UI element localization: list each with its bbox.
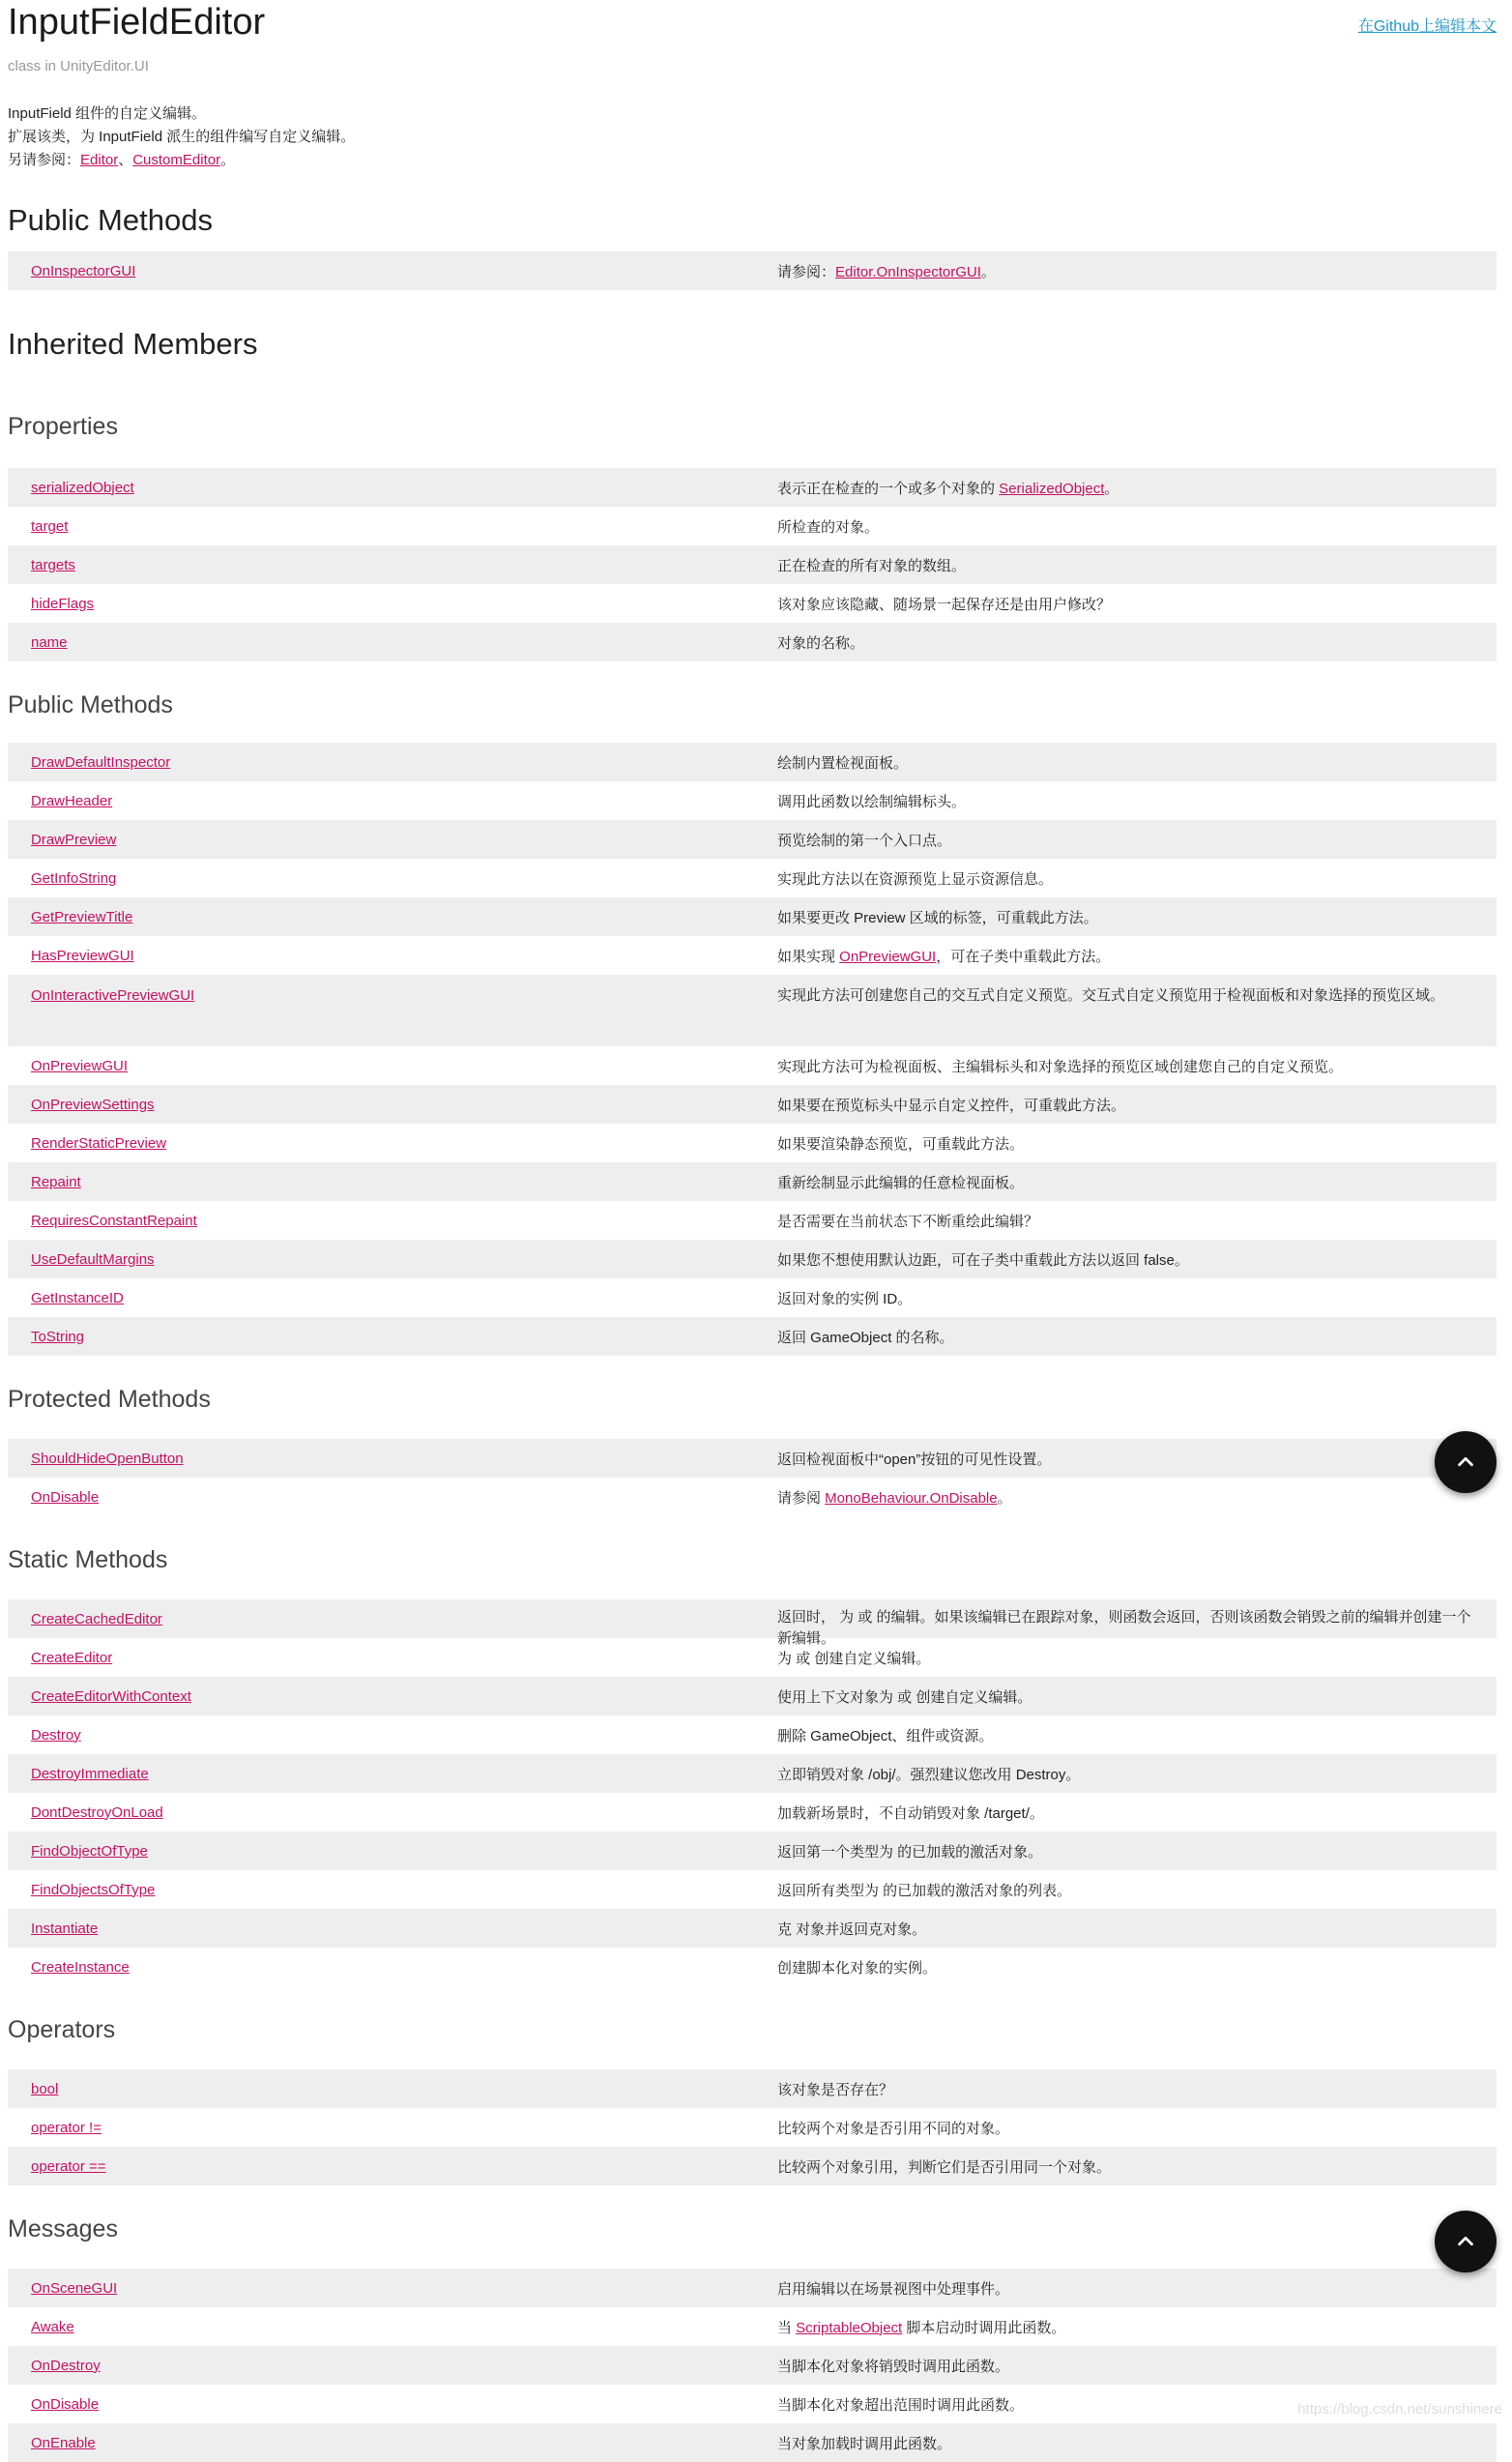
member-link[interactable]: UseDefaultMargins [31, 1250, 155, 1268]
member-link[interactable]: hideFlags [31, 595, 95, 612]
member-link[interactable]: HasPreviewGUI [31, 947, 134, 964]
member-link[interactable]: OnInteractivePreviewGUI [31, 987, 195, 1004]
member-desc: 当脚本化对象超出范围时调用此函数。 [777, 2396, 1025, 2414]
table-row [8, 2269, 1497, 2307]
see-also-link-editor[interactable]: Editor [80, 152, 119, 168]
table-row [8, 1715, 1497, 1754]
member-link[interactable]: CreateEditorWithContext [31, 1687, 191, 1705]
member-desc-prefix: 当 [777, 2319, 797, 2336]
member-link[interactable]: RequiresConstantRepaint [31, 1212, 197, 1229]
see-also-separator: 、 [118, 152, 133, 168]
see-also-end: 。 [220, 152, 236, 168]
table-row [8, 1909, 1497, 1948]
desc-link-editor-oninspectorgui[interactable]: Editor.OnInspectorGUI [835, 263, 981, 280]
inherited-public-methods-heading: Public Methods [8, 691, 173, 718]
member-desc: 返回 GameObject 的名称。 [754, 1317, 1497, 1356]
member-desc: 如果要更改 Preview 区域的标签，可重载此方法。 [754, 897, 1497, 936]
page-title: InputFieldEditor [8, 2, 266, 43]
member-desc: 创建脚本化对象的实例。 [777, 1959, 938, 1977]
table-row [8, 1599, 1497, 1638]
member-desc: 返回时， 为 或 的编辑。如果该编辑已在跟踪对象，则函数会返回，否则该函数会销毁之前的编辑并创建一个新编辑。 [777, 1609, 1471, 1647]
properties-heading: Properties [8, 413, 118, 440]
member-desc: 是否需要在当前状态下不断重绘此编辑？ [777, 1213, 1039, 1230]
table-row [8, 1638, 1497, 1677]
member-link[interactable]: serializedObject [31, 479, 134, 496]
table-row [8, 468, 1497, 507]
member-link[interactable]: DrawHeader [31, 792, 113, 809]
member-desc: 返回对象的实例 ID。 [777, 1290, 913, 1307]
class-description [8, 103, 1497, 172]
see-also [8, 149, 1497, 172]
member-desc: 实现此方法可创建您自己的交互式自定义预览。交互式自定义预览用于检视面板和对象选择的预览区域。 [754, 975, 1497, 1046]
member-desc-suffix: 。 [980, 263, 996, 280]
member-desc: 启用编辑以在场景视图中处理事件。 [754, 2269, 1497, 2307]
table-row [8, 1478, 1497, 1516]
desc-link-serializedobject[interactable]: SerializedObject [999, 480, 1105, 497]
table-row [8, 545, 1497, 584]
member-link[interactable]: GetPreviewTitle [31, 908, 133, 925]
member-desc: 为 或 创建自定义编辑。 [777, 1650, 931, 1667]
table-row [8, 1201, 1497, 1240]
table-row [8, 507, 1497, 545]
table-row [8, 584, 1497, 623]
member-link[interactable]: operator == [31, 2157, 106, 2175]
watermark: https://blog.csdn.net/sunshinere [1297, 2401, 1502, 2418]
member-desc-suffix: 。 [997, 1489, 1012, 1507]
inherited-public-methods-table [8, 743, 1497, 1356]
inherited-members-heading: Inherited Members [8, 327, 258, 361]
table-row [8, 251, 1497, 290]
member-desc-prefix: 表示正在检查的一个或多个对象的 [777, 480, 1000, 497]
table-row [8, 1754, 1497, 1793]
member-desc: 实现此方法以在资源预览上显示资源信息。 [777, 870, 1054, 888]
member-link[interactable]: bool [31, 2080, 59, 2097]
member-desc: 如果您不想使用默认边距，可在子类中重载此方法以返回 false。 [754, 1240, 1497, 1278]
title-row [8, 0, 1497, 54]
member-link[interactable]: Awake [31, 2318, 74, 2335]
table-row [8, 1278, 1497, 1317]
messages-table [8, 2269, 1497, 2462]
public-methods-table [8, 251, 1497, 290]
doc-page [8, 0, 1497, 2462]
member-link[interactable]: DrawPreview [31, 831, 117, 848]
member-link[interactable]: DestroyImmediate [31, 1765, 149, 1782]
member-desc: 立即销毁对象 /obj/。强烈建议您改用 Destroy。 [754, 1754, 1497, 1793]
table-row [8, 1832, 1497, 1870]
member-desc: 调用此函数以绘制编辑标头。 [777, 793, 967, 810]
member-link[interactable]: ShouldHideOpenButton [31, 1450, 184, 1467]
table-row [8, 1317, 1497, 1356]
member-desc: 返回所有类型为 的已加载的激活对象的列表。 [777, 1882, 1072, 1899]
table-row [8, 623, 1497, 661]
member-link[interactable]: GetInstanceID [31, 1289, 124, 1306]
table-row [8, 743, 1497, 781]
public-methods-heading: Public Methods [8, 203, 213, 237]
member-desc: 如果要渲染静态预览，可重载此方法。 [777, 1135, 1025, 1153]
properties-table [8, 468, 1497, 661]
table-row [8, 1677, 1497, 1715]
member-desc: 正在检查的所有对象的数组。 [754, 545, 1497, 584]
protected-methods-table [8, 1439, 1497, 1516]
table-row [8, 859, 1497, 897]
member-desc: 比较两个对象引用，判断它们是否引用同一个对象。 [754, 2147, 1497, 2185]
table-row [8, 1793, 1497, 1832]
table-row [8, 936, 1497, 975]
table-row [8, 1085, 1497, 1124]
member-link[interactable]: DrawDefaultInspector [31, 753, 171, 771]
member-desc-prefix: 请参阅： [777, 263, 836, 280]
member-desc: 实现此方法可为检视面板、主编辑标头和对象选择的预览区域创建您自己的自定义预览。 [777, 1058, 1344, 1075]
member-link[interactable]: FindObjectsOfType [31, 1881, 156, 1898]
chevron-up-icon [1455, 1451, 1476, 1473]
member-link[interactable]: CreateCachedEditor [31, 1610, 162, 1627]
operators-heading: Operators [8, 2016, 116, 2043]
member-link[interactable]: Instantiate [31, 1920, 99, 1937]
table-row [8, 1948, 1497, 1986]
member-desc-suffix: ，可在子类中重载此方法。 [936, 948, 1111, 965]
member-link[interactable]: operator != [31, 2119, 102, 2136]
member-desc: 比较两个对象是否引用不同的对象。 [777, 2120, 1010, 2137]
member-desc-prefix: 如果实现 [777, 948, 840, 965]
member-link[interactable]: RenderStaticPreview [31, 1134, 167, 1152]
member-link[interactable]: ToString [31, 1328, 85, 1345]
member-desc-prefix: 请参阅 [777, 1489, 826, 1507]
member-link[interactable]: Destroy [31, 1726, 81, 1744]
member-link[interactable]: GetInfoString [31, 869, 117, 887]
member-desc: 该对象应该隐藏、随场景一起保存还是由用户修改？ [777, 596, 1112, 613]
scroll-to-top-button-lower[interactable] [1435, 2211, 1497, 2272]
table-row [8, 975, 1497, 1046]
desc-link-monobehaviour-ondisable[interactable]: MonoBehaviour.OnDisable [825, 1489, 998, 1507]
member-link[interactable]: CreateEditor [31, 1649, 113, 1666]
see-also-label: 另请参阅： [8, 152, 81, 168]
member-desc: 加载新场景时，不自动销毁对象 /target/。 [777, 1804, 1044, 1822]
edit-on-github-link[interactable]: 在Github上编辑本文 [1357, 18, 1497, 35]
member-link[interactable]: DontDestroyOnLoad [31, 1803, 163, 1821]
member-desc: 该对象是否存在？ [754, 2069, 1497, 2108]
static-methods-table [8, 1599, 1497, 1986]
protected-methods-heading: Protected Methods [8, 1386, 211, 1413]
class-info: class in UnityEditor.UI [8, 58, 149, 74]
member-desc: 重新绘制显示此编辑的任意检视面板。 [754, 1162, 1497, 1201]
member-desc: 删除 GameObject、组件或资源。 [777, 1727, 994, 1744]
member-link[interactable]: FindObjectOfType [31, 1842, 148, 1860]
table-row [8, 1240, 1497, 1278]
member-link[interactable]: OnDisable [31, 2395, 100, 2413]
member-link[interactable]: name [31, 633, 68, 651]
member-link[interactable]: CreateInstance [31, 1958, 130, 1976]
operators-table [8, 2069, 1497, 2185]
table-row [8, 1439, 1497, 1478]
member-desc: 对象的名称。 [754, 623, 1497, 661]
member-desc: 返回第一个类型为 的已加载的激活对象。 [754, 1832, 1497, 1870]
table-row [8, 1124, 1497, 1162]
member-link[interactable]: Repaint [31, 1173, 81, 1190]
description-line-1: InputField 组件的自定义编辑。 [8, 105, 207, 122]
member-desc: 当脚本化对象将销毁时调用此函数。 [754, 2346, 1497, 2385]
table-row [8, 820, 1497, 859]
table-row [8, 897, 1497, 936]
scroll-to-top-button[interactable] [1435, 1431, 1497, 1493]
member-desc: 绘制内置检视面板。 [754, 743, 1497, 781]
table-row [8, 2147, 1497, 2185]
static-methods-heading: Static Methods [8, 1546, 168, 1573]
member-link[interactable]: targets [31, 556, 75, 573]
member-link[interactable]: OnPreviewGUI [31, 1057, 129, 1074]
member-link[interactable]: OnPreviewSettings [31, 1096, 155, 1113]
description-line-2: 扩展该类，为 InputField 派生的组件编写自定义编辑。 [8, 129, 356, 145]
member-desc: 当对象加载时调用此函数。 [754, 2423, 1497, 2462]
table-row [8, 2307, 1497, 2346]
messages-heading: Messages [8, 2215, 118, 2242]
member-desc: 所检查的对象。 [777, 518, 880, 536]
table-row [8, 1046, 1497, 1085]
member-link[interactable]: target [31, 517, 69, 535]
table-row [8, 2423, 1497, 2462]
member-desc-suffix: 脚本启动时调用此函数。 [902, 2319, 1066, 2336]
member-link-oninspectorgui[interactable]: OnInspectorGUI [31, 262, 136, 279]
table-row [8, 2108, 1497, 2147]
member-link[interactable]: OnDisable [31, 1488, 100, 1506]
table-row [8, 2346, 1497, 2385]
member-link[interactable]: OnDestroy [31, 2357, 101, 2374]
member-desc: 克 对象并返回克对象。 [754, 1909, 1497, 1948]
see-also-link-customeditor[interactable]: CustomEditor [132, 152, 221, 168]
member-desc: 使用上下文对象为 或 创建自定义编辑。 [754, 1677, 1497, 1715]
chevron-up-icon [1455, 2231, 1476, 2252]
table-row [8, 2385, 1497, 2423]
member-desc: 如果要在预览标头中显示自定义控件，可重载此方法。 [754, 1085, 1497, 1124]
table-row [8, 1162, 1497, 1201]
desc-link-onpreviewgui[interactable]: OnPreviewGUI [839, 948, 937, 965]
member-desc-suffix: 。 [1104, 480, 1119, 497]
member-desc: 返回检视面板中“open”按钮的可见性设置。 [754, 1439, 1497, 1478]
desc-link-scriptableobject[interactable]: ScriptableObject [796, 2319, 903, 2336]
table-row [8, 2069, 1497, 2108]
member-link[interactable]: OnEnable [31, 2434, 96, 2451]
member-link[interactable]: OnSceneGUI [31, 2279, 118, 2297]
table-row [8, 781, 1497, 820]
member-desc: 预览绘制的第一个入口点。 [754, 820, 1497, 859]
table-row [8, 1870, 1497, 1909]
